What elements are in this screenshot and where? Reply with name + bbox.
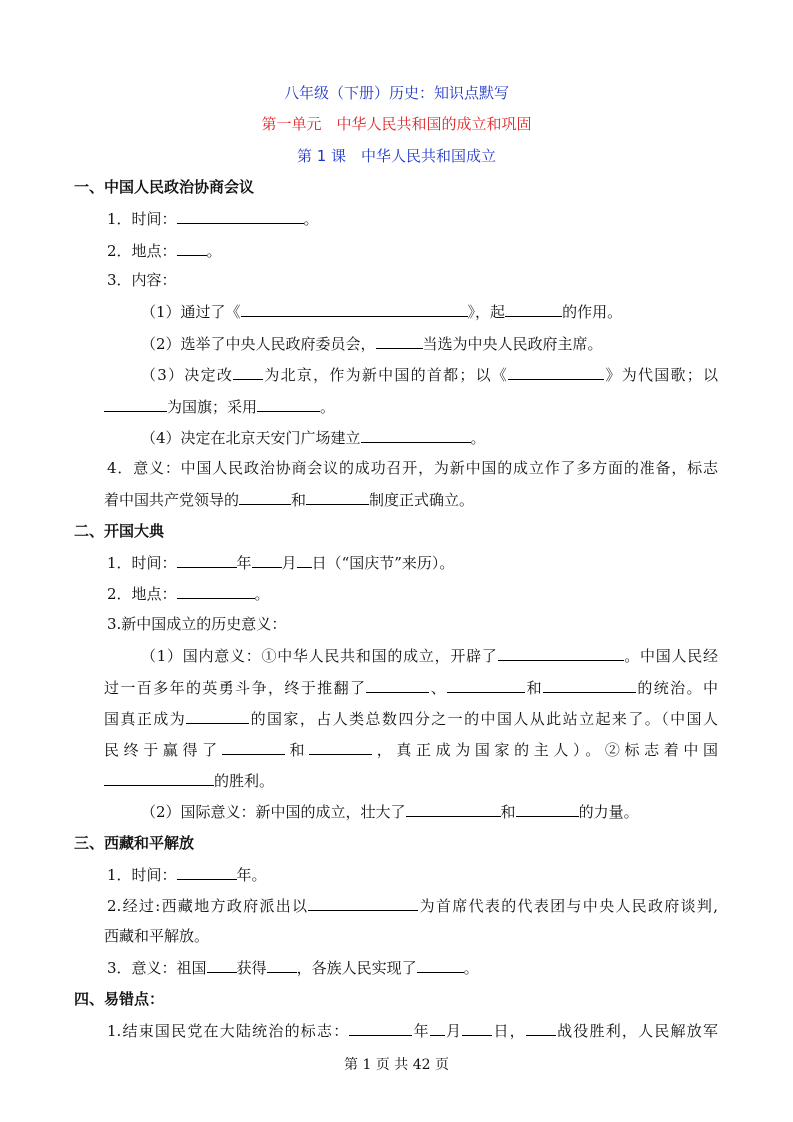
text-line: 1．时间： 。 bbox=[107, 210, 319, 228]
blank bbox=[505, 301, 562, 317]
blank bbox=[252, 552, 282, 568]
blank bbox=[306, 489, 369, 505]
blank bbox=[239, 489, 291, 505]
blank bbox=[241, 301, 468, 317]
blank bbox=[177, 583, 255, 599]
blank bbox=[207, 957, 237, 973]
text-line: 3．内容： bbox=[107, 271, 177, 289]
text-line: （3）决定改 为北京，作为新中国的首都；以《 》为代国歌；以 bbox=[141, 366, 718, 384]
text-line: 2．地点： 。 bbox=[107, 242, 222, 260]
blank bbox=[177, 864, 237, 880]
blank bbox=[406, 801, 501, 817]
blank bbox=[104, 396, 167, 412]
text-line: 民终于赢得了 和 ，真正成为国家的主人）。②标志着中国 bbox=[104, 741, 718, 759]
text-line: （1）国内意义：①中华人民共和国的成立，开辟了 。中国人民经 bbox=[141, 647, 718, 665]
blank bbox=[309, 739, 372, 755]
blank bbox=[267, 957, 297, 973]
section-heading-2: 二、开国大典 bbox=[74, 522, 165, 540]
text-line: 西藏和平解放。 bbox=[104, 927, 210, 945]
blank bbox=[417, 957, 464, 973]
text-line: 1．时间： 年。 bbox=[107, 866, 267, 884]
blank bbox=[447, 677, 525, 693]
blank bbox=[104, 770, 214, 786]
text-line: 着中国共产党领导的 和 制度正式确立。 bbox=[104, 491, 475, 509]
main-title: 八年级（下册）历史：知识点默写 bbox=[283, 84, 509, 102]
text-line: 2.经过:西藏地方政府派出以 为首席代表的代表团与中央人民政府谈判, bbox=[107, 897, 718, 915]
text-line: 1.结束国民党在大陆统治的标志： 年 月 日， 战役胜利，人民解放军 bbox=[107, 1022, 718, 1040]
blank bbox=[430, 1020, 445, 1036]
blank bbox=[177, 208, 304, 224]
text-line: （2）国际意义：新中国的成立，壮大了 和 的力量。 bbox=[141, 803, 639, 821]
unit-title: 第一单元 中华人民共和国的成立和巩固 bbox=[261, 115, 532, 133]
blank bbox=[308, 895, 418, 911]
text-line: 2．地点： 。 bbox=[107, 585, 270, 603]
blank bbox=[526, 1020, 556, 1036]
text-line: 国真正成为 的国家，占人类总数四分之一的中国人从此站立起来了。（中国人 bbox=[104, 710, 718, 728]
blank bbox=[257, 396, 320, 412]
blank bbox=[462, 1020, 492, 1036]
blank bbox=[297, 552, 312, 568]
blank bbox=[222, 739, 285, 755]
blank bbox=[543, 677, 636, 693]
text-line: 3.新中国成立的历史意义： bbox=[107, 615, 287, 633]
text-line: 1．时间： 年 月 日（“国庆节”来历）。 bbox=[107, 554, 455, 572]
text-line: 4．意义：中国人民政治协商会议的成功召开，为新中国的成立作了多方面的准备，标志 bbox=[107, 459, 718, 477]
lesson-title: 第 1 课 中华人民共和国成立 bbox=[296, 147, 497, 165]
text-line: 3．意义：祖国 获得 ，各族人民实现了 。 bbox=[107, 959, 479, 977]
text-line: 的胜利。 bbox=[104, 770, 274, 791]
blank bbox=[177, 240, 207, 256]
text-line: 过一百多年的英勇斗争，终于推翻了 、 和 的统治。中 bbox=[104, 679, 718, 697]
blank bbox=[186, 708, 249, 724]
section-heading-4: 四、易错点： bbox=[74, 990, 165, 1008]
section-heading-1: 一、中国人民政治协商会议 bbox=[74, 178, 255, 196]
text-line: （1）通过了《 》，起 的作用。 bbox=[141, 303, 623, 321]
blank bbox=[366, 677, 429, 693]
text-line: （2）选举了中央人民政府委员会， 当选为中央人民政府主席。 bbox=[141, 335, 603, 353]
blank bbox=[508, 364, 604, 380]
blank bbox=[376, 333, 423, 349]
text-line: 为国旗；采用 。 bbox=[104, 396, 335, 417]
blank bbox=[516, 801, 579, 817]
blank bbox=[498, 645, 624, 661]
blank bbox=[233, 364, 263, 380]
section-heading-3: 三、西藏和平解放 bbox=[74, 834, 195, 852]
blank bbox=[349, 1020, 412, 1036]
page-number: 第 1 页 共 42 页 bbox=[344, 1057, 449, 1073]
blank bbox=[177, 552, 237, 568]
blank bbox=[361, 427, 471, 443]
text-line: （4）决定在北京天安门广场建立 。 bbox=[141, 429, 486, 447]
